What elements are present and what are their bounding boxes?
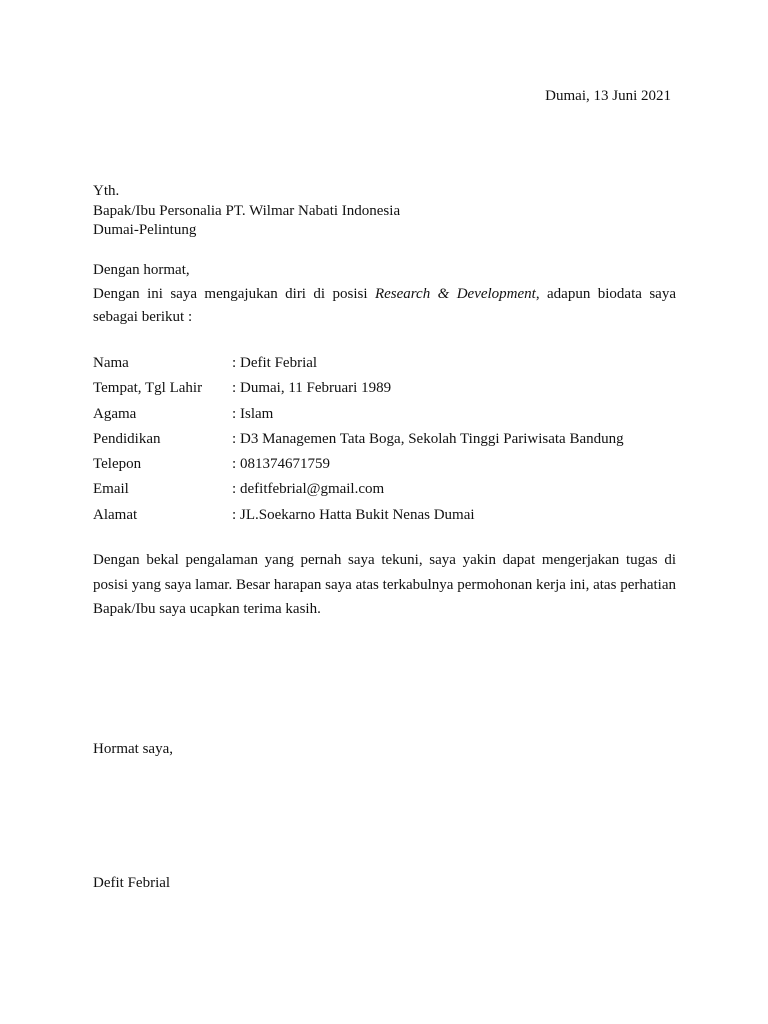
signature-name: Defit Febrial [93, 875, 171, 891]
letter-date: Dumai, 13 Juni 2021 [545, 88, 671, 104]
biodata-row [93, 352, 676, 377]
biodata-label: Pendidikan [93, 430, 161, 447]
recipient-block [93, 182, 400, 241]
biodata-row [93, 504, 676, 529]
biodata-separator: : [232, 506, 237, 523]
biodata-row [93, 478, 676, 503]
applied-position: Research & Development [374, 286, 536, 302]
biodata-row [93, 453, 676, 478]
intro-text-after: , adapun biodata saya sebagai berikut : [93, 286, 676, 325]
biodata-label: Alamat [93, 506, 138, 523]
biodata-value: defitfebrial@gmail.com [240, 481, 385, 498]
recipient-name: Bapak/Ibu Personalia PT. Wilmar Nabati Indonesia [93, 202, 401, 219]
biodata-label: Tempat, Tgl Lahir [93, 380, 203, 397]
biodata-value: Dumai, 11 Februari 1989 [240, 380, 392, 397]
intro-paragraph [93, 283, 676, 329]
biodata-separator: : [232, 355, 237, 371]
biodata-value: Islam [240, 405, 274, 422]
biodata-row [93, 428, 676, 453]
biodata-value: Defit Febrial [240, 355, 318, 371]
biodata-label: Email [93, 481, 129, 498]
biodata-separator: : [232, 405, 237, 422]
biodata-label: Agama [93, 405, 137, 422]
biodata-label: Telepon [93, 456, 142, 473]
biodata-value: JL.Soekarno Hatta Bukit Nenas Dumai [240, 506, 475, 523]
recipient-location: Dumai-Pelintung [93, 222, 197, 238]
biodata-separator: : [232, 456, 237, 473]
biodata-row [93, 377, 676, 402]
biodata-table [93, 352, 676, 529]
biodata-row [93, 403, 676, 428]
regards: Hormat saya, [93, 741, 173, 757]
recipient-salutation: Yth. [93, 183, 120, 199]
biodata-value: 081374671759 [240, 456, 330, 473]
biodata-separator: : [232, 481, 237, 498]
biodata-label: Nama [93, 355, 129, 371]
biodata-value: D3 Managemen Tata Boga, Sekolah Tinggi Pariwisata Bandung [240, 430, 624, 447]
intro-text-before: Dengan ini saya mengajukan diri di posisi [93, 286, 375, 302]
closing-paragraph: Dengan bekal pengalaman yang pernah saya tekuni, saya yakin dapat mengerjakan tugas di posisi yang saya lamar. Besar harapan saya atas terkabulnya permohonan kerja ini, atas perhatian Bapak/Ibu saya ucapkan terima kasih. [93, 552, 676, 617]
greeting: Dengan hormat, [93, 262, 190, 278]
biodata-separator: : [232, 380, 237, 397]
biodata-separator: : [232, 430, 237, 447]
